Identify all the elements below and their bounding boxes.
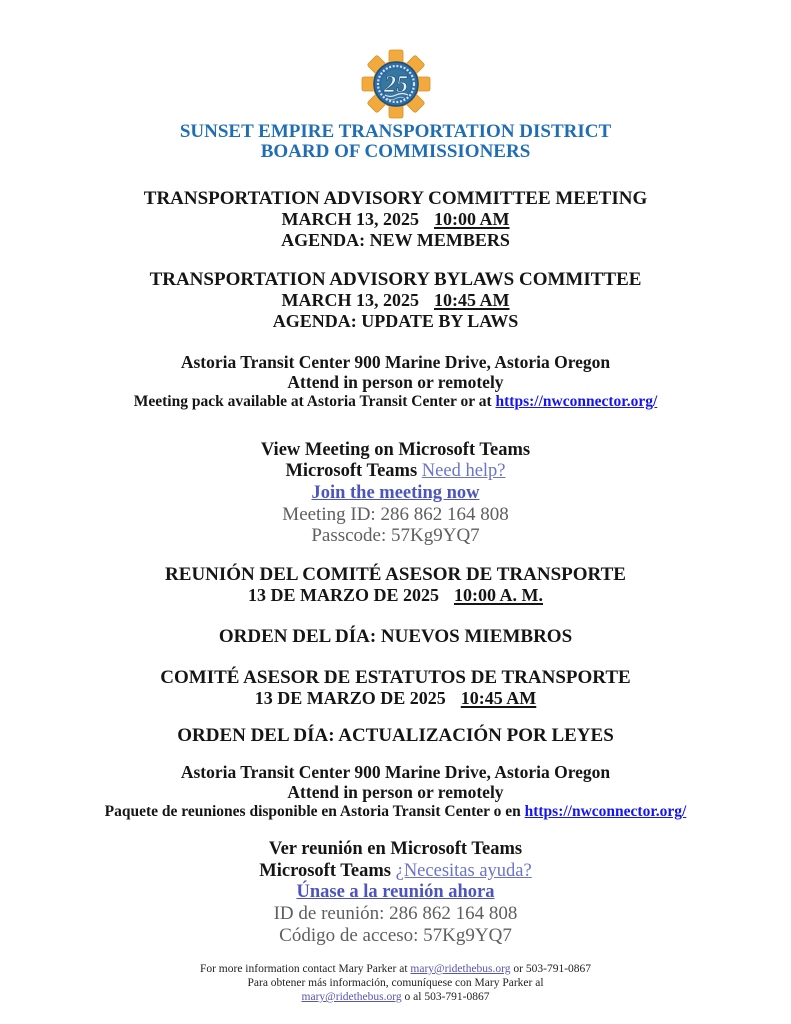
- teams-label: Microsoft Teams: [259, 860, 396, 881]
- meeting-datetime: [0, 688, 791, 709]
- meeting-id: Meeting ID: 286 862 164 808: [282, 503, 509, 525]
- teams-join-line: [0, 483, 791, 504]
- meeting-time: 10:45 AM: [460, 688, 537, 709]
- org-name: SUNSET EMPIRE TRANSPORTATION DISTRICT: [179, 121, 612, 142]
- meeting-pack-text: Paquete de reuniones disponible en Astoria Transit Center o en: [104, 803, 525, 821]
- email-link-es[interactable]: mary@ridethebus.org: [301, 990, 402, 1003]
- meeting-pack-line: [0, 392, 791, 411]
- join-meeting-link[interactable]: Join the meeting now: [311, 482, 480, 503]
- org-header: [0, 122, 791, 162]
- org-logo: [354, 48, 438, 120]
- location-attend: Attend in person or remotely: [287, 781, 504, 802]
- meeting-time: 10:00 A. M.: [454, 585, 543, 606]
- nwconnector-link[interactable]: https://nwconnector.org/: [524, 803, 687, 821]
- teams-view-line: View Meeting on Microsoft Teams: [260, 440, 531, 460]
- meeting-title: COMITÉ ASESOR DE ESTATUTOS DE TRANSPORTE: [160, 667, 631, 689]
- footer-line-es-2: [0, 990, 791, 1004]
- org-subtitle: BOARD OF COMMISSIONERS: [260, 141, 531, 162]
- meeting-en-advisory: [0, 188, 791, 251]
- meeting-date: MARCH 13, 2025: [281, 290, 419, 310]
- meeting-title: REUNIÓN DEL COMITÉ ASESOR DE TRANSPORTE: [165, 564, 626, 586]
- location-address: Astoria Transit Center 900 Marine Drive, Astoria Oregon: [180, 762, 611, 783]
- meeting-en-bylaws: [0, 269, 791, 332]
- need-help-link[interactable]: Need help?: [421, 461, 506, 482]
- location-address: Astoria Transit Center 900 Marine Drive, Astoria Oregon: [180, 352, 611, 372]
- meeting-agenda: ORDEN DEL DÍA: ACTUALIZACIÓN POR LEYES: [177, 725, 614, 747]
- footer-contact: [0, 962, 791, 1004]
- meeting-time: 10:45 AM: [434, 290, 510, 310]
- join-meeting-link-es[interactable]: Únase a la reunión ahora: [296, 882, 495, 903]
- teams-help-line: [0, 861, 791, 882]
- agenda-es-1: [0, 626, 791, 647]
- meeting-datetime: [0, 290, 791, 311]
- meeting-date: 13 DE MARZO DE 2025: [254, 688, 446, 709]
- email-link[interactable]: mary@ridethebus.org: [410, 962, 511, 975]
- passcode: Código de acceso: 57Kg9YQ7: [279, 924, 512, 946]
- footer-text: o al 503-791-0867: [401, 990, 490, 1003]
- teams-info-es: [0, 839, 791, 945]
- location-en: [0, 353, 791, 411]
- meeting-es-bylaws: [0, 667, 791, 709]
- teams-label: Microsoft Teams: [285, 461, 422, 482]
- agenda-es-2: [0, 725, 791, 746]
- footer-line-en: [0, 962, 791, 976]
- meeting-date: MARCH 13, 2025: [281, 209, 419, 229]
- teams-join-line: [0, 882, 791, 903]
- anniversary-gear-icon: [354, 48, 438, 120]
- meeting-es-advisory: [0, 564, 791, 606]
- footer-text: For more information contact Mary Parker at: [199, 962, 411, 975]
- meeting-datetime: [0, 209, 791, 230]
- meeting-title: TRANSPORTATION ADVISORY COMMITTEE MEETING: [143, 188, 648, 209]
- meeting-pack-text: Meeting pack available at Astoria Transit Center or at: [133, 393, 496, 410]
- teams-help-line: [0, 461, 791, 482]
- passcode: Passcode: 57Kg9YQ7: [311, 525, 480, 547]
- location-attend: Attend in person or remotely: [287, 371, 504, 392]
- need-help-link-es[interactable]: ¿Necesitas ayuda?: [395, 860, 532, 881]
- meeting-agenda: AGENDA: NEW MEMBERS: [281, 230, 510, 250]
- meeting-title: TRANSPORTATION ADVISORY BYLAWS COMMITTEE: [149, 269, 642, 290]
- meeting-agenda: ORDEN DEL DÍA: NUEVOS MIEMBROS: [218, 626, 573, 648]
- teams-view-line: Ver reunión en Microsoft Teams: [268, 839, 523, 860]
- nwconnector-link[interactable]: https://nwconnector.org/: [495, 393, 658, 410]
- meeting-pack-line: [0, 802, 791, 821]
- meeting-datetime: [0, 585, 791, 606]
- footer-text: or 503-791-0867: [510, 962, 592, 975]
- location-es: [0, 763, 791, 821]
- meeting-id: ID de reunión: 286 862 164 808: [273, 903, 518, 925]
- footer-line-es: Para obtener más información, comuníquese con Mary Parker al: [247, 976, 544, 989]
- logo-25-number: 25: [383, 72, 408, 98]
- meeting-time: 10:00 AM: [434, 209, 510, 229]
- meeting-date: 13 DE MARZO DE 2025: [247, 585, 439, 606]
- teams-info-en: [0, 440, 791, 546]
- meeting-agenda: AGENDA: UPDATE BY LAWS: [272, 311, 519, 331]
